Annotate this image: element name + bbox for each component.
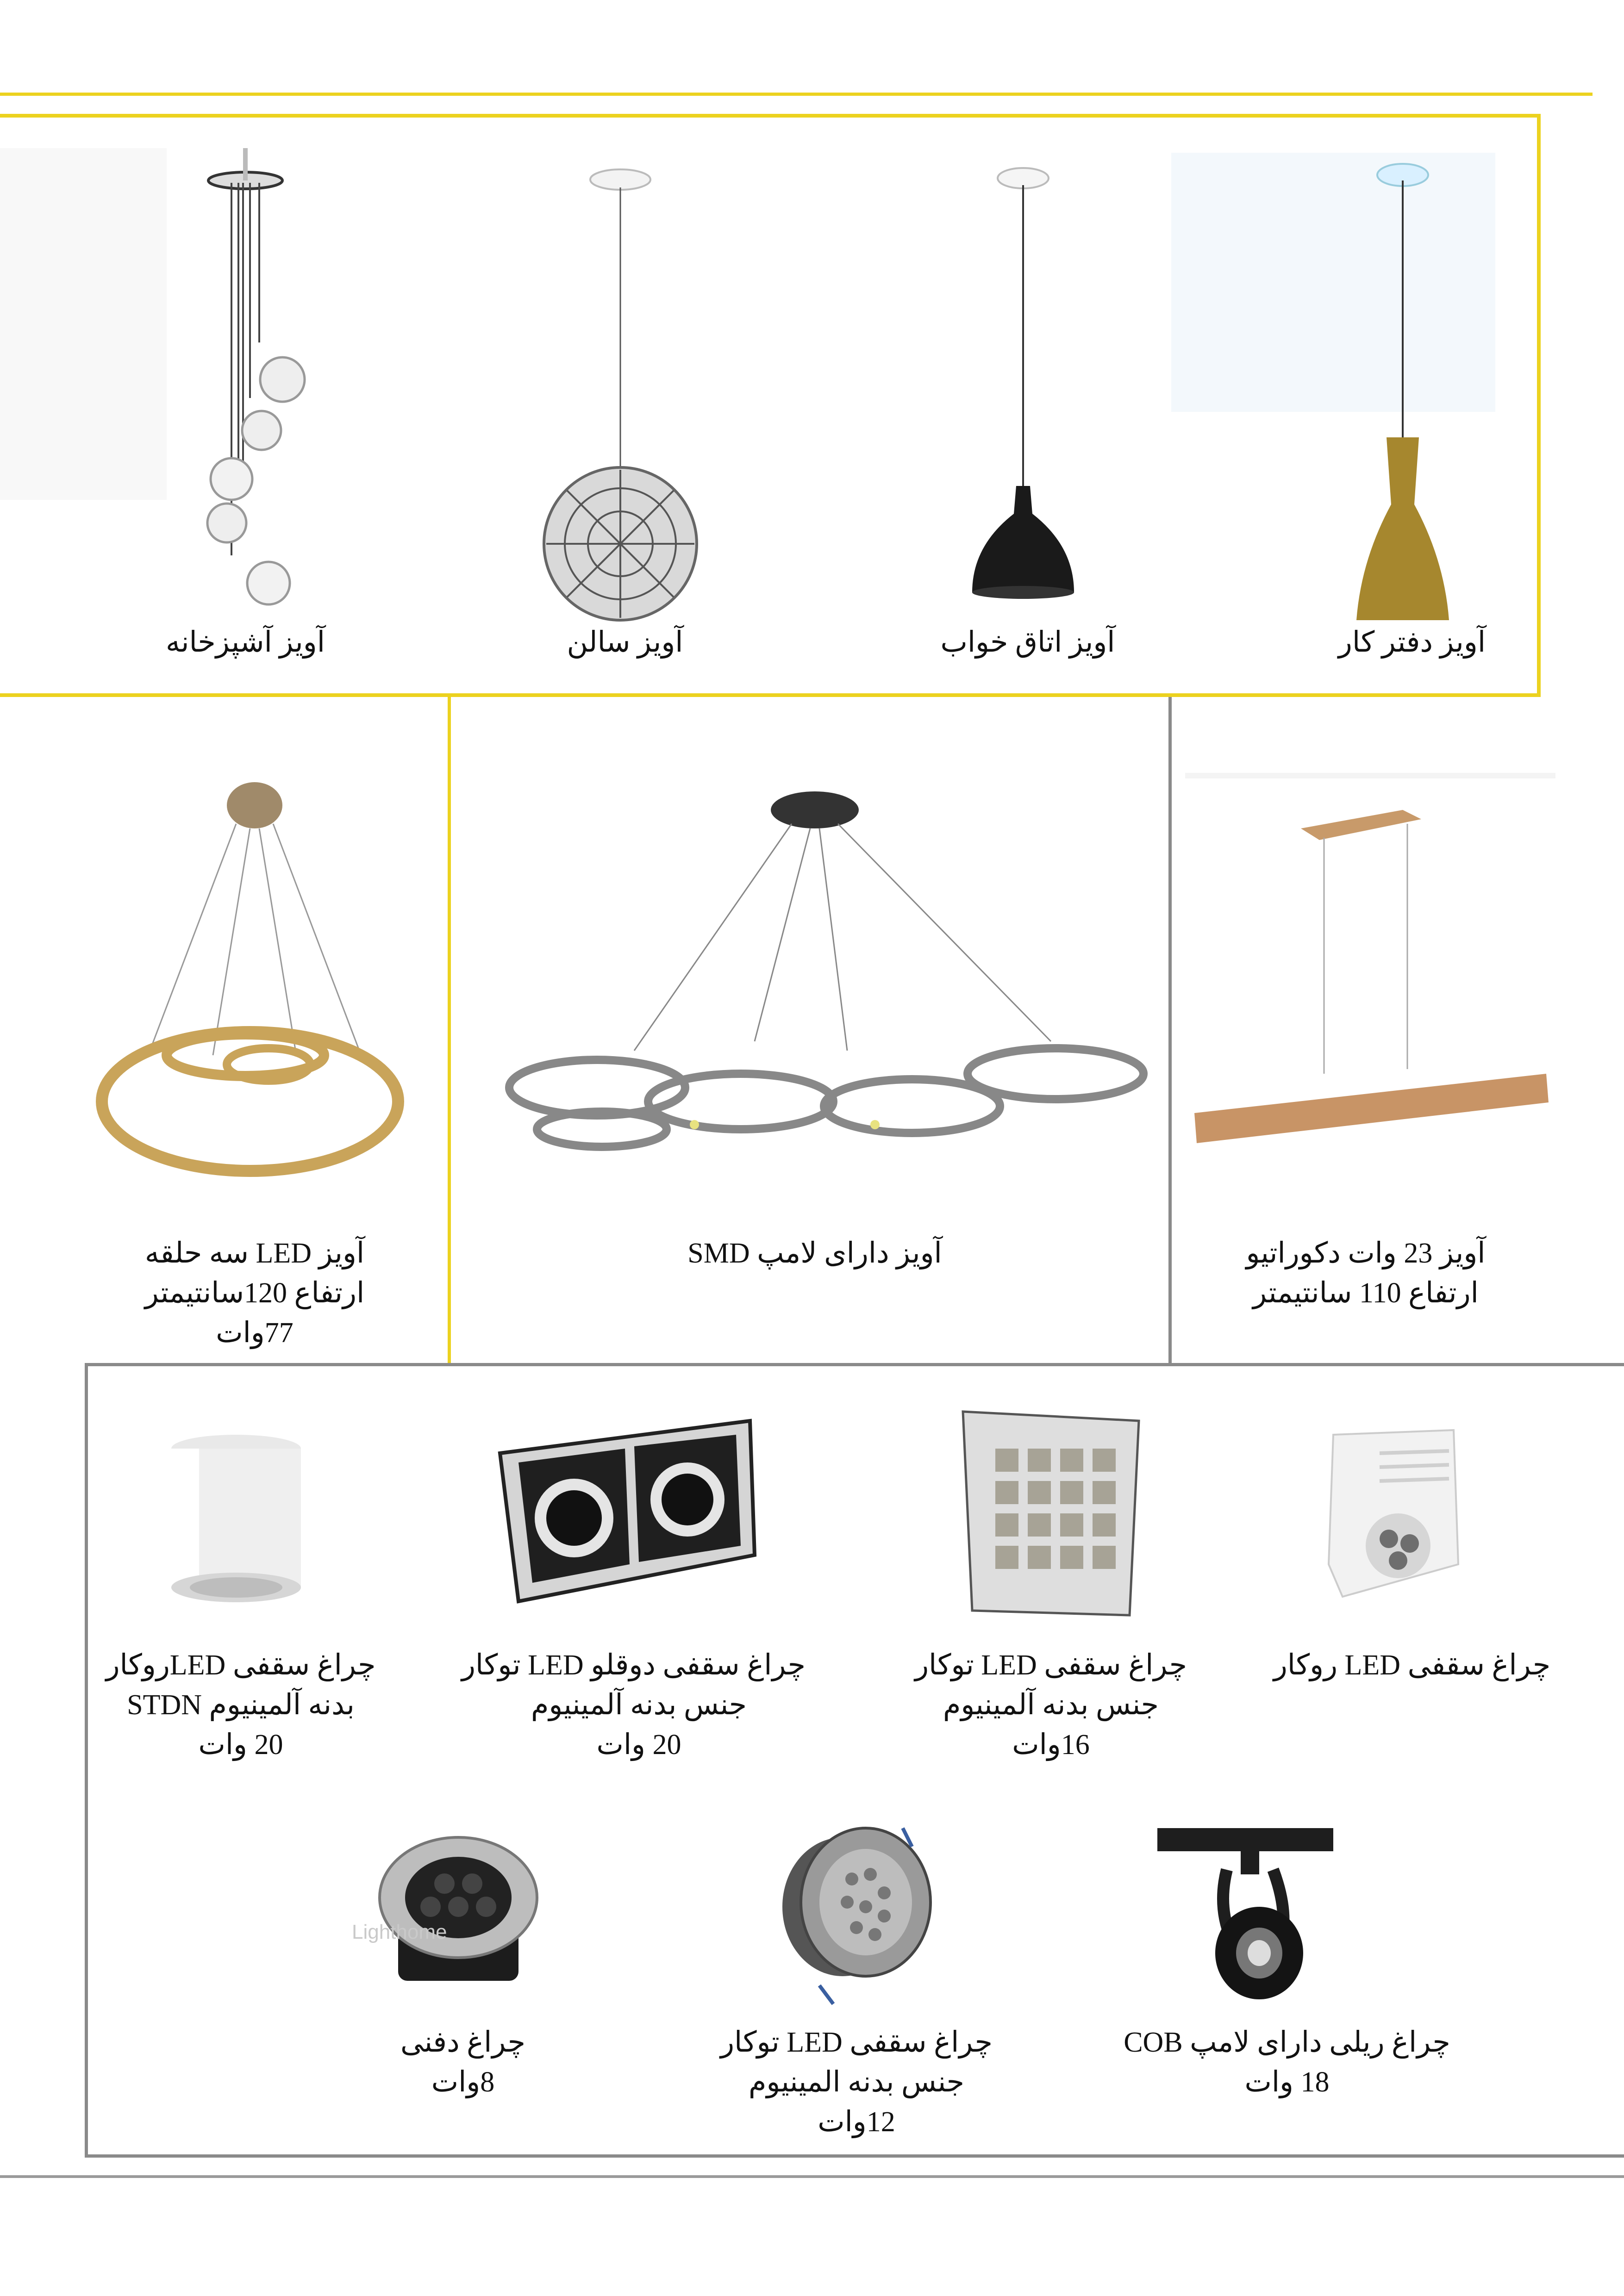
track-cob-light-image [1148,1819,1343,2013]
surface-square-led-caption: چراغ سقفی LED روکار [1273,1649,1551,1681]
recessed-grid-led-image [963,1412,1148,1615]
recessed-round-led-caption: چراغ سقفی LED توکار جنس بدنه المینیوم 12وات [720,2027,993,2138]
surface-cylinder-led-image [162,1430,310,1611]
track-cob-light-caption: چراغ ریلی دارای لامپ COB 18 وات [1124,2027,1450,2098]
twin-recessed-led-image [491,1412,759,1611]
salon-pendant-image [542,162,699,606]
decorative-pendant-caption: آویز 23 وات دکوراتیو ارتفاع 110 سانتیمتر [1246,1238,1486,1309]
inground-light-image [361,1819,583,2004]
salon-pendant-caption: آویز سالن [567,627,683,658]
kitchen-pendant-caption: آویز آشپزخانه [166,627,325,658]
smd-pendant-caption: آویز دارای لامپ SMD [687,1238,942,1269]
smd-ring-pendant-image [495,782,1162,1162]
recessed-grid-led-caption: چراغ سقفی LED توکار جنس بدنه آلمینیوم 16وات [915,1649,1187,1761]
three-ring-led-caption: آویز LED سه حلقه ارتفاع 120سانتیمتر 77وات [144,1238,365,1349]
bedroom-pendant-caption: آویز اتاق خواب [940,627,1115,658]
three-ring-led-pendant-image [74,778,426,1189]
bedroom-pendant-image [963,162,1083,616]
kitchen-pendant-image [153,139,338,602]
decorative-linear-pendant-image [1185,773,1555,1152]
surface-square-led-image [1324,1425,1463,1601]
top-rule [0,93,1593,96]
office-pendant-caption: آویز دفتر کار [1338,627,1486,658]
chandelier-divider-right [1168,697,1172,1365]
surface-cylinder-led-caption: چراغ سقفی LEDروکار بدنه آلمینیوم STDN 20 وات [106,1649,376,1761]
watermark-text: Lighthome [352,1921,447,1943]
inground-light-caption: چراغ دفنی 8وات [400,2027,525,2098]
bottom-rule [0,2175,1624,2178]
office-pendant-image [1171,153,1495,625]
recessed-round-led-image [773,1819,935,2013]
twin-recessed-led-caption: چراغ سقفی دوقلو LED توکار جنس بدنه آلمینیوم 20 وات [461,1649,806,1761]
chandelier-divider-left [448,697,451,1365]
